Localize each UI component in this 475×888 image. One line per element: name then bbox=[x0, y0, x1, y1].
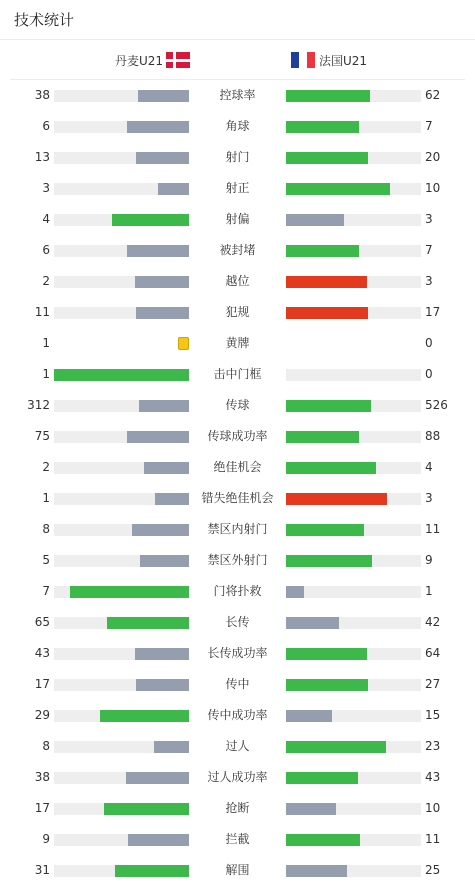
away-stat-value: 11 bbox=[425, 522, 441, 536]
away-stat-value: 62 bbox=[425, 88, 441, 102]
away-stat-bar bbox=[286, 462, 421, 474]
stat-row bbox=[0, 173, 475, 204]
stat-label: 解围 bbox=[225, 863, 250, 877]
stat-row bbox=[0, 204, 475, 235]
away-stat-value: 43 bbox=[425, 770, 441, 784]
stat-row bbox=[0, 235, 475, 266]
home-stat-bar bbox=[54, 586, 189, 598]
stat-row bbox=[0, 142, 475, 173]
stat-label: 被封堵 bbox=[219, 243, 256, 257]
home-stat-bar-fill bbox=[54, 369, 189, 381]
away-team[interactable] bbox=[291, 40, 367, 80]
stat-label: 抢断 bbox=[225, 801, 250, 815]
home-stat-bar bbox=[54, 524, 189, 536]
home-stat-bar bbox=[54, 214, 189, 226]
stat-row bbox=[0, 297, 475, 328]
home-stat-value: 1 bbox=[42, 491, 50, 505]
home-stat-bar bbox=[54, 152, 189, 164]
away-stat-bar-fill bbox=[286, 679, 368, 691]
home-stat-bar-fill bbox=[100, 710, 189, 722]
stat-row bbox=[0, 638, 475, 669]
stat-label: 长传成功率 bbox=[207, 646, 268, 660]
home-stat-bar-fill bbox=[127, 245, 189, 257]
away-stat-bar bbox=[286, 90, 421, 102]
away-stat-bar-fill bbox=[286, 245, 359, 257]
home-team[interactable] bbox=[115, 40, 190, 80]
away-stat-bar-fill bbox=[286, 586, 304, 598]
home-stat-bar bbox=[54, 617, 189, 629]
stat-row bbox=[0, 731, 475, 762]
home-stat-bar-fill bbox=[138, 90, 189, 102]
home-stat-bar bbox=[54, 400, 189, 412]
away-stat-bar-fill bbox=[286, 121, 359, 133]
away-stat-value: 3 bbox=[425, 212, 433, 226]
stat-label: 黄牌 bbox=[225, 336, 250, 350]
home-stat-bar bbox=[54, 679, 189, 691]
stat-row bbox=[0, 359, 475, 390]
home-stat-bar-fill bbox=[140, 555, 189, 567]
home-stat-bar-fill bbox=[128, 834, 189, 846]
home-stat-value: 6 bbox=[42, 243, 50, 257]
away-stat-bar bbox=[286, 400, 421, 412]
away-stat-bar bbox=[286, 741, 421, 753]
stat-label: 过人 bbox=[225, 739, 250, 753]
away-stat-bar bbox=[286, 493, 421, 505]
stats-header bbox=[0, 0, 475, 40]
stat-row bbox=[0, 266, 475, 297]
away-stat-bar-fill bbox=[286, 865, 347, 877]
away-stat-value: 526 bbox=[425, 398, 448, 412]
stat-label: 犯规 bbox=[225, 305, 250, 319]
home-stat-bar-fill bbox=[136, 152, 189, 164]
away-stat-bar-fill bbox=[286, 307, 368, 319]
stat-row bbox=[0, 111, 475, 142]
home-stat-value: 4 bbox=[42, 212, 50, 226]
home-stat-bar bbox=[54, 431, 189, 443]
home-stat-value: 17 bbox=[34, 677, 50, 691]
away-stat-value: 9 bbox=[425, 553, 433, 567]
away-stat-value: 7 bbox=[425, 243, 433, 257]
stat-row bbox=[0, 80, 475, 111]
home-stat-value: 31 bbox=[34, 863, 50, 877]
away-stat-bar-fill bbox=[286, 834, 360, 846]
home-stat-value: 1 bbox=[42, 336, 50, 350]
stat-row bbox=[0, 793, 475, 824]
stat-label: 门将扑救 bbox=[213, 584, 262, 598]
stat-label: 射门 bbox=[225, 150, 250, 164]
stat-row bbox=[0, 483, 475, 514]
stat-label: 越位 bbox=[225, 274, 250, 288]
home-stat-bar-fill bbox=[127, 121, 189, 133]
home-stat-value: 11 bbox=[34, 305, 50, 319]
away-stat-bar bbox=[286, 276, 421, 288]
stat-label: 传中成功率 bbox=[207, 708, 268, 722]
stat-label: 拦截 bbox=[225, 832, 250, 846]
home-stat-bar bbox=[54, 803, 189, 815]
yellow-card-icon bbox=[178, 337, 189, 350]
away-stat-bar-fill bbox=[286, 400, 371, 412]
home-stat-value: 2 bbox=[42, 274, 50, 288]
away-stat-value: 64 bbox=[425, 646, 441, 660]
stat-row bbox=[0, 328, 475, 359]
away-stat-value: 20 bbox=[425, 150, 441, 164]
away-stat-bar bbox=[286, 431, 421, 443]
away-stat-bar bbox=[286, 617, 421, 629]
home-stat-bar bbox=[54, 307, 189, 319]
home-stat-value: 65 bbox=[34, 615, 50, 629]
stat-label: 角球 bbox=[225, 119, 250, 133]
stat-row bbox=[0, 855, 475, 886]
home-stat-bar-fill bbox=[126, 772, 189, 784]
home-stat-bar-fill bbox=[70, 586, 189, 598]
home-team-name: 丹麦U21 bbox=[114, 53, 163, 68]
home-stat-bar-fill bbox=[135, 648, 189, 660]
home-stat-value: 29 bbox=[34, 708, 50, 722]
home-stat-bar-fill bbox=[154, 741, 189, 753]
home-stat-bar-fill bbox=[112, 214, 189, 226]
away-stat-bar-fill bbox=[286, 152, 368, 164]
stat-label: 射偏 bbox=[225, 212, 250, 226]
away-stat-bar-fill bbox=[286, 741, 386, 753]
stat-row bbox=[0, 390, 475, 421]
away-stat-value: 25 bbox=[425, 863, 441, 877]
home-stat-value: 8 bbox=[42, 522, 50, 536]
home-stat-bar-fill bbox=[139, 400, 189, 412]
away-stat-bar bbox=[286, 183, 421, 195]
home-stat-bar bbox=[54, 834, 189, 846]
away-stat-value: 3 bbox=[425, 491, 433, 505]
home-stat-value: 9 bbox=[42, 832, 50, 846]
away-stat-bar bbox=[286, 214, 421, 226]
stat-row bbox=[0, 607, 475, 638]
home-stat-bar bbox=[54, 555, 189, 567]
away-stat-bar bbox=[286, 772, 421, 784]
home-stat-bar-fill bbox=[135, 276, 189, 288]
home-stat-value: 43 bbox=[34, 646, 50, 660]
away-stat-value: 7 bbox=[425, 119, 433, 133]
stat-row bbox=[0, 700, 475, 731]
stat-row bbox=[0, 452, 475, 483]
stat-label: 长传 bbox=[225, 615, 250, 629]
away-stat-bar bbox=[286, 834, 421, 846]
home-stat-bar-fill bbox=[132, 524, 189, 536]
away-stat-bar-fill bbox=[286, 555, 372, 567]
away-stat-bar-fill bbox=[286, 710, 332, 722]
home-stat-value: 38 bbox=[34, 770, 50, 784]
home-stat-value: 2 bbox=[42, 460, 50, 474]
stat-row bbox=[0, 824, 475, 855]
home-stat-bar bbox=[54, 245, 189, 257]
away-stat-bar bbox=[286, 648, 421, 660]
away-stat-bar bbox=[286, 121, 421, 133]
away-stat-value: 1 bbox=[425, 584, 433, 598]
away-stat-bar-fill bbox=[286, 493, 387, 505]
home-stat-value: 1 bbox=[42, 367, 50, 381]
home-stat-bar bbox=[54, 121, 189, 133]
away-stat-bar-fill bbox=[286, 431, 359, 443]
away-stat-value: 3 bbox=[425, 274, 433, 288]
away-stat-value: 42 bbox=[425, 615, 441, 629]
stat-label: 错失绝佳机会 bbox=[201, 491, 274, 505]
home-stat-bar-fill bbox=[115, 865, 189, 877]
home-stat-bar-fill bbox=[104, 803, 189, 815]
home-stat-value: 7 bbox=[42, 584, 50, 598]
away-stat-bar-fill bbox=[286, 617, 339, 629]
home-stat-value: 38 bbox=[34, 88, 50, 102]
stats-list bbox=[0, 80, 475, 886]
away-stat-bar bbox=[286, 524, 421, 536]
away-stat-bar-fill bbox=[286, 276, 367, 288]
away-stat-value: 10 bbox=[425, 801, 441, 815]
page-title: 技术统计 bbox=[14, 11, 75, 29]
home-stat-value: 8 bbox=[42, 739, 50, 753]
away-stat-bar-fill bbox=[286, 183, 390, 195]
home-stat-value: 3 bbox=[42, 181, 50, 195]
team-header-row bbox=[10, 40, 465, 80]
away-stat-bar-fill bbox=[286, 90, 370, 102]
away-stat-bar-fill bbox=[286, 772, 358, 784]
home-stat-bar bbox=[54, 772, 189, 784]
away-stat-bar bbox=[286, 369, 421, 381]
home-stat-bar-fill bbox=[158, 183, 189, 195]
away-stat-bar bbox=[286, 865, 421, 877]
home-stat-bar-fill bbox=[155, 493, 189, 505]
stat-label: 传球 bbox=[225, 398, 250, 412]
away-stat-value: 15 bbox=[425, 708, 441, 722]
away-stat-value: 17 bbox=[425, 305, 441, 319]
away-stat-value: 4 bbox=[425, 460, 433, 474]
away-stat-value: 23 bbox=[425, 739, 441, 753]
home-stat-value: 312 bbox=[27, 398, 50, 412]
home-stat-value: 17 bbox=[34, 801, 50, 815]
stat-label: 击中门框 bbox=[213, 367, 262, 381]
home-stat-bar-fill bbox=[144, 462, 189, 474]
stat-label: 控球率 bbox=[219, 88, 256, 102]
home-stat-bar bbox=[54, 369, 189, 381]
home-stat-bar bbox=[54, 90, 189, 102]
stat-row bbox=[0, 514, 475, 545]
home-stat-bar-fill bbox=[136, 679, 189, 691]
denmark-flag-icon bbox=[166, 52, 190, 68]
away-stat-bar-fill bbox=[286, 462, 376, 474]
home-stat-bar bbox=[54, 648, 189, 660]
home-stat-bar bbox=[54, 710, 189, 722]
stat-row bbox=[0, 762, 475, 793]
stat-label: 传中 bbox=[225, 677, 250, 691]
home-stat-bar-fill bbox=[136, 307, 189, 319]
home-stat-value: 6 bbox=[42, 119, 50, 133]
home-stat-value: 75 bbox=[34, 429, 50, 443]
away-stat-bar bbox=[286, 679, 421, 691]
away-stat-bar-fill bbox=[286, 803, 336, 815]
stat-label: 绝佳机会 bbox=[213, 460, 262, 474]
away-stat-bar bbox=[286, 803, 421, 815]
stat-label: 过人成功率 bbox=[207, 770, 268, 784]
away-stat-bar bbox=[286, 586, 421, 598]
away-stat-value: 27 bbox=[425, 677, 441, 691]
away-stat-bar bbox=[286, 152, 421, 164]
stat-row bbox=[0, 576, 475, 607]
away-stat-value: 88 bbox=[425, 429, 441, 443]
home-stat-value: 5 bbox=[42, 553, 50, 567]
stat-label: 射正 bbox=[225, 181, 250, 195]
home-stat-bar-fill bbox=[107, 617, 189, 629]
away-team-name: 法国U21 bbox=[319, 53, 368, 68]
home-stat-bar bbox=[54, 462, 189, 474]
stat-label: 禁区内射门 bbox=[207, 522, 268, 536]
away-stat-value: 0 bbox=[425, 336, 433, 350]
home-stat-bar-fill bbox=[127, 431, 189, 443]
stat-row bbox=[0, 421, 475, 452]
home-stat-bar bbox=[54, 493, 189, 505]
away-stat-bar bbox=[286, 307, 421, 319]
home-stat-bar bbox=[54, 276, 189, 288]
away-stat-bar bbox=[286, 710, 421, 722]
away-stat-value: 0 bbox=[425, 367, 433, 381]
home-stat-value: 13 bbox=[34, 150, 50, 164]
stat-row bbox=[0, 669, 475, 700]
stat-label: 禁区外射门 bbox=[207, 553, 268, 567]
away-stat-bar bbox=[286, 555, 421, 567]
stat-row bbox=[0, 545, 475, 576]
stat-label: 传球成功率 bbox=[207, 429, 268, 443]
home-stat-bar bbox=[54, 865, 189, 877]
home-stat-bar bbox=[54, 183, 189, 195]
away-stat-bar bbox=[286, 245, 421, 257]
home-stat-bar bbox=[54, 741, 189, 753]
away-stat-bar-fill bbox=[286, 214, 344, 226]
away-stat-value: 11 bbox=[425, 832, 441, 846]
away-stat-value: 10 bbox=[425, 181, 441, 195]
france-flag-icon bbox=[291, 52, 315, 68]
away-stat-bar-fill bbox=[286, 524, 364, 536]
away-stat-bar-fill bbox=[286, 648, 367, 660]
